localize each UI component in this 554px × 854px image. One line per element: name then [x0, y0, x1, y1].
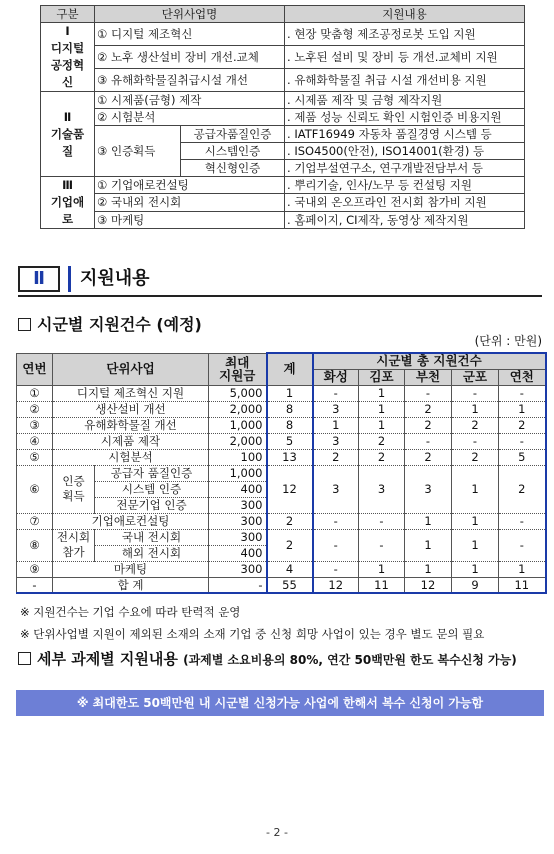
row-city-count: 2 — [313, 449, 359, 465]
row-city-count: - — [499, 433, 546, 449]
row-city-count: 1 — [452, 401, 499, 417]
table-row — [17, 465, 546, 481]
table-row — [41, 109, 525, 126]
row-max: 300 — [209, 561, 267, 577]
table-row — [41, 69, 525, 92]
subheading-detail-support — [18, 650, 546, 669]
table-row — [17, 385, 546, 401]
row-max: 400 — [209, 545, 267, 561]
table-row — [17, 449, 546, 465]
row-city-count: 2 — [405, 417, 452, 433]
table-row — [41, 194, 525, 211]
row-city-count: - — [313, 513, 359, 529]
header-no: 연번 — [17, 353, 53, 385]
row-max: 1,000 — [209, 417, 267, 433]
row-no: ③ — [17, 417, 53, 433]
row-group: 전시회 참가 — [53, 529, 95, 561]
row-city-count: - — [313, 529, 359, 561]
category-digital: Ⅰ 디지털 공정혁 신 — [41, 23, 95, 92]
row-total: 13 — [267, 449, 313, 465]
table-row — [17, 417, 546, 433]
row-city-count: 1 — [499, 561, 546, 577]
row-program: 국내 전시회 — [95, 529, 209, 545]
row-city-count: 1 — [313, 417, 359, 433]
support-content: . 시제품 제작 및 금형 제작지원 — [285, 92, 525, 109]
row-no: ⑥ — [17, 465, 53, 513]
row-total: 2 — [267, 529, 313, 561]
row-city-count: 1 — [405, 529, 452, 561]
row-city-count: - — [452, 385, 499, 401]
row-no: ⑤ — [17, 449, 53, 465]
section-rule — [18, 295, 542, 297]
program-name: ① 시제품(금형) 제작 — [95, 92, 285, 109]
row-max: 400 — [209, 481, 267, 497]
row-total: 2 — [267, 513, 313, 529]
sum-city-count: 12 — [313, 577, 359, 593]
row-max: 300 — [209, 497, 267, 513]
subheading-city-counts — [18, 312, 202, 335]
row-total: 4 — [267, 561, 313, 577]
header-city: 부천 — [405, 369, 452, 385]
row-city-count: - — [405, 385, 452, 401]
row-max: 100 — [209, 449, 267, 465]
row-city-count: - — [499, 513, 546, 529]
row-city-count: 3 — [313, 433, 359, 449]
row-program: 시스템 인증 — [95, 481, 209, 497]
section-number: Ⅱ — [18, 266, 60, 292]
row-city-count: 2 — [405, 449, 452, 465]
support-content: . 제품 성능 신뢰도 확인 시험인증 비용지원 — [285, 109, 525, 126]
row-program: 시험분석 — [53, 449, 209, 465]
table-row — [17, 513, 546, 529]
row-no: ⑨ — [17, 561, 53, 577]
row-max: 5,000 — [209, 385, 267, 401]
row-max: 2,000 — [209, 401, 267, 417]
support-content: . 기업부설연구소, 연구개발전담부서 등 — [285, 160, 525, 177]
unit-label: (단위 : 만원) — [474, 334, 542, 348]
row-city-count: - — [359, 513, 405, 529]
row-city-count: 1 — [359, 401, 405, 417]
category-business: Ⅲ 기업애 로 — [41, 177, 95, 229]
row-program: 생산설비 개선 — [53, 401, 209, 417]
table-row — [41, 23, 525, 46]
section-title: 지원내용 — [80, 268, 150, 289]
row-city-count: - — [405, 433, 452, 449]
category-tech-quality: Ⅱ 기술품 질 — [41, 92, 95, 177]
header-program: 단위사업 — [53, 353, 209, 385]
support-content: . IATF16949 자동차 품질경영 시스템 등 — [285, 126, 525, 143]
row-city-count: 3 — [313, 401, 359, 417]
program-name: ② 노후 생산설비 장비 개선.교체 — [95, 46, 285, 69]
support-content: . 국내외 온오프라인 전시회 참가비 지원 — [285, 194, 525, 211]
row-city-count: 1 — [452, 513, 499, 529]
program-name: ① 기업애로컨설팅 — [95, 177, 285, 194]
row-city-count: - — [313, 385, 359, 401]
row-no: ⑦ — [17, 513, 53, 529]
row-program: 해외 전시회 — [95, 545, 209, 561]
row-city-count: 1 — [359, 561, 405, 577]
row-city-count: 1 — [499, 401, 546, 417]
row-total: 12 — [267, 465, 313, 513]
row-city-count: 2 — [499, 465, 546, 513]
row-city-count: 1 — [452, 561, 499, 577]
row-total: 8 — [267, 417, 313, 433]
support-content: . 현장 맞춤형 제조공정로봇 도입 지원 — [285, 23, 525, 46]
row-total: 5 — [267, 433, 313, 449]
row-city-count: 2 — [452, 417, 499, 433]
square-bullet-icon — [18, 652, 31, 665]
program-name: ② 국내외 전시회 — [95, 194, 285, 211]
table-row — [17, 433, 546, 449]
sum-no: - — [17, 577, 53, 593]
row-no: ① — [17, 385, 53, 401]
sum-max: - — [209, 577, 267, 593]
sub-program-name: 시스템인증 — [181, 143, 285, 160]
support-content: . 홈페이지, CI제작, 동영상 제작지원 — [285, 211, 525, 228]
row-city-count: - — [313, 561, 359, 577]
row-city-count: 1 — [452, 529, 499, 561]
header-total: 계 — [267, 353, 313, 385]
header-city: 김포 — [359, 369, 405, 385]
row-max: 2,000 — [209, 433, 267, 449]
row-city-count: 5 — [499, 449, 546, 465]
program-overview-table — [40, 5, 525, 229]
row-no: ② — [17, 401, 53, 417]
support-content: . 뿌리기술, 인사/노무 등 컨설팅 지원 — [285, 177, 525, 194]
table-row — [17, 529, 546, 545]
row-total: 8 — [267, 401, 313, 417]
row-program: 디지털 제조혁신 지원 — [53, 385, 209, 401]
header-city: 연천 — [499, 369, 546, 385]
row-city-count: 2 — [359, 433, 405, 449]
square-bullet-icon — [18, 318, 31, 331]
row-city-count: - — [452, 433, 499, 449]
sum-city-count: 9 — [452, 577, 499, 593]
sum-label: 합 계 — [53, 577, 209, 593]
table-header-row — [17, 353, 546, 369]
header-city: 화성 — [313, 369, 359, 385]
header-city: 군포 — [452, 369, 499, 385]
sum-city-count: 11 — [359, 577, 405, 593]
row-city-count: 1 — [452, 465, 499, 513]
row-no: ④ — [17, 433, 53, 449]
row-program: 유해화학물질 개선 — [53, 417, 209, 433]
table-row — [17, 401, 546, 417]
row-program: 시제품 제작 — [53, 433, 209, 449]
subheading-paren: (과제별 소요비용의 80%, 연간 50백만원 한도 복수신청 가능) — [183, 653, 517, 667]
table-row — [17, 561, 546, 577]
row-max: 300 — [209, 513, 267, 529]
row-no: ⑧ — [17, 529, 53, 561]
row-city-count: - — [499, 529, 546, 561]
table-row — [41, 92, 525, 109]
support-content: . 노후된 설비 및 장비 등 개선.교체비 지원 — [285, 46, 525, 69]
table-row — [41, 126, 525, 143]
notice-banner: ※ 최대한도 50백만원 내 시군별 신청가능 사업에 한해서 복수 신청이 가능함 — [16, 690, 544, 716]
row-program: 기업애로컨설팅 — [53, 513, 209, 529]
sub-program-name: 혁신형인증 — [181, 160, 285, 177]
table-row — [41, 177, 525, 194]
row-city-count: 2 — [452, 449, 499, 465]
header-max: 최대 지원금 — [209, 353, 267, 385]
row-city-count: - — [359, 529, 405, 561]
table-sum-row — [17, 577, 546, 593]
sub-program-name: 공급자품질인증 — [181, 126, 285, 143]
section-divider — [68, 266, 71, 292]
row-city-count: 2 — [499, 417, 546, 433]
row-city-count: - — [499, 385, 546, 401]
table-row — [41, 211, 525, 228]
row-city-count: 1 — [405, 561, 452, 577]
row-max: 1,000 — [209, 465, 267, 481]
row-program: 공급자 품질인증 — [95, 465, 209, 481]
program-name: ③ 유해화학물질취급시설 개선 — [95, 69, 285, 92]
sum-total: 55 — [267, 577, 313, 593]
note-2: ※ 단위사업별 지원이 제외된 소재의 소재 기업 중 신청 희망 사업이 있는 경우 별도 문의 필요 — [20, 627, 485, 641]
row-program: 마케팅 — [53, 561, 209, 577]
subheading-text: 세부 과제별 지원내용 — [37, 650, 178, 668]
support-content: . 유해화학물질 취급 시설 개선비용 지원 — [285, 69, 525, 92]
row-city-count: 1 — [359, 385, 405, 401]
table-header-row — [41, 6, 525, 23]
program-name: ③ 인증획득 — [95, 126, 181, 177]
header-support: 지원내용 — [285, 6, 525, 23]
support-content: . ISO4500(안전), ISO14001(환경) 등 — [285, 143, 525, 160]
city-support-table — [16, 352, 547, 594]
row-city-count: 3 — [405, 465, 452, 513]
row-city-count: 2 — [405, 401, 452, 417]
subheading-text: 시군별 지원건수 (예정) — [37, 315, 202, 334]
program-name: ② 시험분석 — [95, 109, 285, 126]
row-city-count: 3 — [359, 465, 405, 513]
section-header — [18, 262, 542, 298]
row-total: 1 — [267, 385, 313, 401]
row-city-count: 1 — [359, 417, 405, 433]
table-row — [41, 46, 525, 69]
program-name: ③ 마케팅 — [95, 211, 285, 228]
sum-city-count: 11 — [499, 577, 546, 593]
row-max: 300 — [209, 529, 267, 545]
row-group: 인증 획득 — [53, 465, 95, 513]
row-city-count: 1 — [405, 513, 452, 529]
header-program: 단위사업명 — [95, 6, 285, 23]
program-name: ① 디지털 제조혁신 — [95, 23, 285, 46]
page-number: - 2 - — [266, 826, 288, 839]
sum-city-count: 12 — [405, 577, 452, 593]
note-1: ※ 지원건수는 기업 수요에 따라 탄력적 운영 — [20, 605, 241, 619]
row-city-count: 3 — [313, 465, 359, 513]
header-city-group: 시군별 총 지원건수 — [313, 353, 546, 369]
row-city-count: 2 — [359, 449, 405, 465]
header-category: 구분 — [41, 6, 95, 23]
row-program: 전문기업 인증 — [95, 497, 209, 513]
